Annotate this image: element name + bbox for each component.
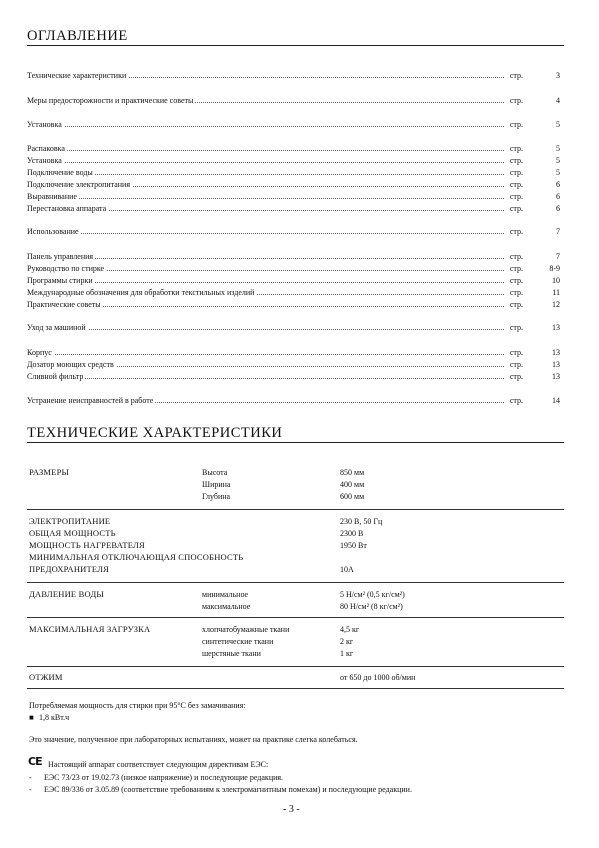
toc-entry-title: Использование <box>27 227 79 236</box>
toc-str-label: стр. <box>509 120 523 129</box>
fuse-value: 10А <box>340 565 354 574</box>
divider <box>27 617 564 618</box>
toc-str-label: стр. <box>509 227 523 236</box>
pressure-min-value: 5 Н/см² (0,5 кг/см²) <box>340 590 405 599</box>
toc-leader-dots <box>27 378 504 379</box>
toc-entry-title: Программы стирки <box>27 276 93 285</box>
toc-entry-title: Международные обозначения для обработки текстильных изделий <box>27 288 255 297</box>
directive-emc: ЕЭС 89/336 от 3.05.89 (соответствие требованиям к электромагнитным помехам) и последующие редакции. <box>44 785 412 794</box>
toc-str-label: стр. <box>509 180 523 189</box>
spin-label: ОТЖИМ <box>29 672 63 682</box>
toc-leader-dots <box>27 126 504 127</box>
dash-icon: - <box>29 773 32 782</box>
toc-entry-title: Выравнивание <box>27 192 77 201</box>
toc-str-label: стр. <box>509 204 523 213</box>
toc-str-label: стр. <box>509 192 523 201</box>
toc-str-label: стр. <box>509 168 523 177</box>
toc-entry-title: Подключение электропитания <box>27 180 131 189</box>
toc-leader-dots <box>27 329 504 330</box>
toc-leader-dots <box>27 282 504 283</box>
toc-str-label: стр. <box>509 144 523 153</box>
toc-entry-page: 10 <box>552 276 560 285</box>
divider <box>27 666 564 667</box>
toc-entry[interactable] <box>27 299 560 310</box>
specs-heading-rule <box>27 442 564 443</box>
toc-entry[interactable] <box>27 251 560 262</box>
cotton-value: 4,5 кг <box>340 625 360 634</box>
toc-entry[interactable] <box>27 95 560 106</box>
toc-entry-page: 3 <box>556 71 560 80</box>
toc-entry-page: 5 <box>556 168 560 177</box>
divider <box>27 582 564 583</box>
toc-entry-page: 13 <box>552 372 560 381</box>
dash-icon: - <box>29 785 32 794</box>
pressure-max-value: 80 Н/см² (8 кг/см²) <box>340 602 403 611</box>
cotton-label: хлопчатобумажные ткани <box>202 625 290 634</box>
toc-entry-title: Корпус <box>27 348 52 357</box>
toc-entry-page: 13 <box>552 348 560 357</box>
toc-entry-page: 5 <box>556 120 560 129</box>
wool-value: 1 кг <box>340 649 354 658</box>
toc-entry-title: Меры предосторожности и практические советы <box>27 96 194 105</box>
breaking-capacity-label: МИНИМАЛЬНАЯ ОТКЛЮЧАЮЩАЯ СПОСОБНОСТЬ <box>29 552 244 562</box>
toc-str-label: стр. <box>509 348 523 357</box>
toc-entry[interactable] <box>27 191 560 202</box>
toc-str-label: стр. <box>509 276 523 285</box>
toc-str-label: стр. <box>509 372 523 381</box>
toc-entry[interactable] <box>27 70 560 81</box>
water-pressure-label: ДАВЛЕНИЕ ВОДЫ <box>29 589 105 599</box>
toc-leader-dots <box>27 354 504 355</box>
toc-leader-dots <box>27 162 504 163</box>
toc-entry-title: Устранение неисправностей в работе <box>27 396 154 405</box>
power-supply-value: 230 В, 50 Гц <box>340 517 383 526</box>
toc-entry-page: 12 <box>552 300 560 309</box>
toc-str-label: стр. <box>509 323 523 332</box>
toc-entry-page: 6 <box>556 204 560 213</box>
divider <box>27 688 564 689</box>
toc-entry-page: 6 <box>556 192 560 201</box>
toc-leader-dots <box>27 150 504 151</box>
toc-entry-page: 5 <box>556 156 560 165</box>
height-value: 850 мм <box>340 468 365 477</box>
toc-entry[interactable] <box>27 275 560 286</box>
specs-heading: ТЕХНИЧЕСКИЕ ХАРАКТЕРИСТИКИ <box>27 425 283 441</box>
toc-entry[interactable] <box>27 347 560 358</box>
ce-mark-logo: CE <box>28 755 42 768</box>
heater-power-value: 1950 Вт <box>340 541 367 550</box>
toc-entry-title: Распаковка <box>27 144 65 153</box>
ce-statement: Настоящий аппарат соответствует следующим директивам ЕЭС: <box>48 760 269 769</box>
heater-power-label: МОЩНОСТЬ НАГРЕВАТЕЛЯ <box>29 540 145 550</box>
toc-str-label: стр. <box>509 71 523 80</box>
toc-str-label: стр. <box>509 264 523 273</box>
toc-entry-title: Панель управления <box>27 252 94 261</box>
toc-heading: ОГЛАВЛЕНИЕ <box>27 28 128 44</box>
toc-entry-page: 14 <box>552 396 560 405</box>
toc-entry[interactable] <box>27 359 560 370</box>
toc-entry-title: Руководство по стирке <box>27 264 105 273</box>
total-power-value: 2300 В <box>340 529 364 538</box>
width-label: Ширина <box>202 480 231 489</box>
toc-entry-title: Установка <box>27 156 62 165</box>
toc-entry-page: 7 <box>556 227 560 236</box>
toc-entry[interactable] <box>27 155 560 166</box>
toc-entry-page: 11 <box>552 288 560 297</box>
toc-entry[interactable] <box>27 167 560 178</box>
toc-entry[interactable] <box>27 263 560 274</box>
width-value: 400 мм <box>340 480 365 489</box>
toc-entry-title: Практические советы <box>27 300 101 309</box>
depth-value: 600 мм <box>340 492 365 501</box>
toc-entry-title: Технические характеристики <box>27 71 127 80</box>
toc-str-label: стр. <box>509 252 523 261</box>
fuse-label: ПРЕДОХРАНИТЕЛЯ <box>29 564 110 574</box>
toc-entry-title: Сливной фильтр <box>27 372 84 381</box>
toc-entry-title: Дозатор моющих средств <box>27 360 114 369</box>
toc-entry[interactable] <box>27 395 560 406</box>
spin-value: от 650 до 1000 об/мин <box>340 673 416 682</box>
depth-label: Глубина <box>202 492 231 501</box>
toc-str-label: стр. <box>509 156 523 165</box>
toc-leader-dots <box>27 198 504 199</box>
toc-entry-page: 4 <box>556 96 560 105</box>
pressure-max-label: максимальное <box>202 602 251 611</box>
height-label: Высота <box>202 468 228 477</box>
toc-entry-page: 13 <box>552 323 560 332</box>
toc-entry[interactable] <box>27 179 560 190</box>
toc-entry-page: 13 <box>552 360 560 369</box>
bullet-icon: ■ <box>29 713 34 722</box>
consumption-value: 1,8 кВт.ч <box>39 713 70 722</box>
directive-low-voltage: ЕЭС 73/23 от 19.02.73 (низкое напряжение) и последующие редакция. <box>44 773 284 782</box>
toc-leader-dots <box>27 258 504 259</box>
page-number: - 3 - <box>283 804 300 815</box>
max-load-label: МАКСИМАЛЬНАЯ ЗАГРУЗКА <box>29 624 151 634</box>
synthetics-value: 2 кг <box>340 637 354 646</box>
pressure-min-label: минимальное <box>202 590 249 599</box>
toc-entry-page: 8-9 <box>549 264 560 273</box>
toc-entry[interactable] <box>27 322 560 333</box>
toc-entry[interactable] <box>27 371 560 382</box>
toc-leader-dots <box>27 233 504 234</box>
toc-entry[interactable] <box>27 203 560 214</box>
total-power-label: ОБЩАЯ МОЩНОСТЬ <box>29 528 116 538</box>
toc-entry-page: 6 <box>556 180 560 189</box>
toc-entry[interactable] <box>27 226 560 237</box>
toc-leader-dots <box>27 174 504 175</box>
lab-note: Это значение, полученное при лабораторных испытаниях, может на практике слегка колебаться. <box>29 735 358 744</box>
toc-entry-title: Перестановка аппарата <box>27 204 107 213</box>
toc-entry-title: Подключение воды <box>27 168 93 177</box>
dimensions-label: РАЗМЕРЫ <box>29 467 70 477</box>
toc-str-label: стр. <box>509 288 523 297</box>
toc-str-label: стр. <box>509 360 523 369</box>
toc-str-label: стр. <box>509 300 523 309</box>
toc-str-label: стр. <box>509 96 523 105</box>
divider <box>27 509 564 510</box>
wool-label: шерстяные ткани <box>202 649 261 658</box>
toc-entry-page: 5 <box>556 144 560 153</box>
synthetics-label: синтетические ткани <box>202 637 274 646</box>
power-supply-label: ЭЛЕКТРОПИТАНИЕ <box>29 516 111 526</box>
toc-entry[interactable] <box>27 143 560 154</box>
toc-str-label: стр. <box>509 396 523 405</box>
toc-entry[interactable] <box>27 287 560 298</box>
toc-entry-title: Установка <box>27 120 62 129</box>
toc-entry-title: Уход за машиной <box>27 323 86 332</box>
toc-entry-page: 7 <box>556 252 560 261</box>
consumption-label: Потребляемая мощность для стирки при 95°С без замачивания: <box>29 701 246 710</box>
toc-heading-rule <box>27 45 564 46</box>
toc-entry[interactable] <box>27 119 560 130</box>
